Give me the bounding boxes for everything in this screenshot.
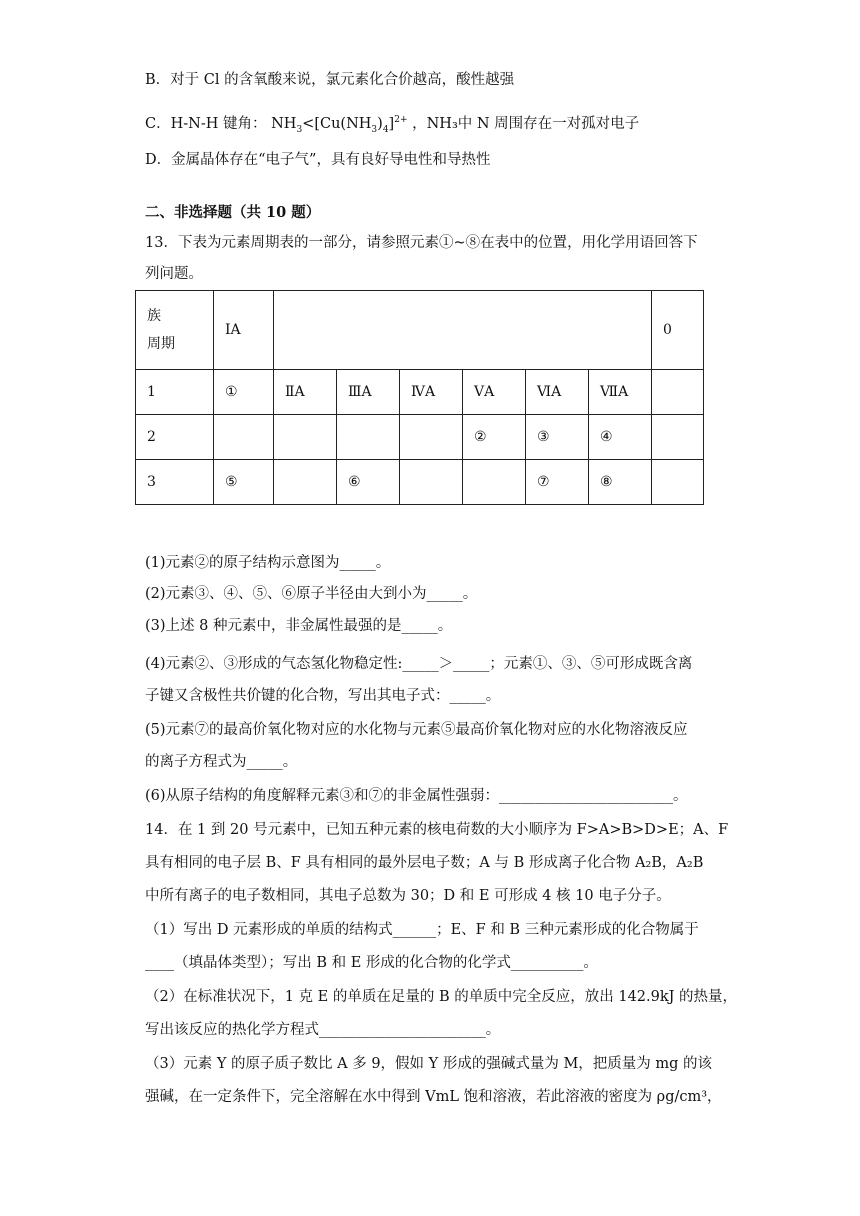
q14-sub1-line1: （1）写出 D 元素形成的单质的结构式______；E、F 和 B 三种元素形成的化合物属于	[145, 922, 699, 938]
table-cell: 3	[136, 460, 214, 505]
q13-sub5-line2: 的离子方程式为_____。	[145, 754, 298, 770]
table-cell: ⑦	[526, 460, 589, 505]
table-cell: ⅡA	[274, 370, 337, 415]
q13-sub4-line1: (4)元素②、③形成的气态氢化物稳定性:_____＞_____；元素①、③、⑤可形成既含离	[145, 656, 693, 672]
option-b: B．对于 Cl 的含氧酸来说，氯元素化合价越高，酸性越强	[145, 72, 515, 88]
option-d: D．金属晶体存在“电子气”，具有良好导电性和导热性	[145, 152, 491, 168]
table-cell	[400, 415, 463, 460]
table-cell: ⅢA	[337, 370, 400, 415]
table-cell: ⅥA	[526, 370, 589, 415]
table-header-ia: IA	[214, 291, 274, 370]
table-cell: 1	[136, 370, 214, 415]
q13-stem-line2: 列问题。	[145, 266, 203, 282]
option-c-prefix: C．H-N-H 键角：	[145, 115, 267, 132]
table-cell	[214, 415, 274, 460]
table-cell: ⅦA	[589, 370, 652, 415]
table-header-gap	[274, 291, 652, 370]
q13-sub1: (1)元素②的原子结构示意图为_____。	[145, 555, 391, 571]
q14-line1: 14．在 1 到 20 号元素中，已知五种元素的核电荷数的大小顺序为 F>A>B>D>E；A、F	[145, 822, 729, 838]
q13-sub6: (6)从原子结构的角度解释元素③和⑦的非金属性强弱：________________________。	[145, 788, 688, 804]
table-cell: ⑥	[337, 460, 400, 505]
table-cell: ⑧	[589, 460, 652, 505]
periodic-table	[135, 290, 704, 505]
option-c-suffix: ，NH₃中 N 周围存在一对孤对电子	[412, 115, 640, 132]
table-cell: ③	[526, 415, 589, 460]
table-cell: ①	[214, 370, 274, 415]
table-corner-cell: 族 周期	[136, 291, 214, 370]
table-cell: ④	[589, 415, 652, 460]
option-c-formula: $NH_3<[Cu(NH_3)_4]^{2+}$	[271, 115, 408, 135]
q14-sub3-line2: 强碱，在一定条件下，完全溶解在水中得到 VmL 饱和溶液，若此溶液的密度为 ρg/cm³，	[145, 1089, 722, 1105]
option-c	[145, 110, 639, 140]
table-cell	[463, 460, 526, 505]
table-cell: ⅣA	[400, 370, 463, 415]
table-cell	[274, 415, 337, 460]
table-cell: 2	[136, 415, 214, 460]
table-header-zero: 0	[652, 291, 704, 370]
q14-sub3-line1: （3）元素 Y 的原子质子数比 A 多 9，假如 Y 形成的强碱式量为 M，把质量为 mg 的该	[145, 1056, 713, 1072]
table-cell	[400, 460, 463, 505]
q14-sub2-line1: （2）在标准状况下，1 克 E 的单质在足量的 B 的单质中完全反应，放出 142.9kJ 的热量，	[145, 989, 738, 1005]
section-heading: 二、非选择题（共 10 题）	[145, 204, 321, 221]
q13-sub3: (3)上述 8 种元素中，非金属性最强的是_____。	[145, 618, 453, 634]
q13-stem-line1: 13．下表为元素周期表的一部分，请参照元素①~⑧在表中的位置，用化学用语回答下	[145, 235, 698, 251]
q14-line3: 中所有离子的电子数相同，其电子总数为 30；D 和 E 可形成 4 核 10 电子分子。	[145, 888, 671, 904]
q13-sub5-line1: (5)元素⑦的最高价氧化物对应的水化物与元素⑤最高价氧化物对应的水化物溶液反应	[145, 722, 688, 738]
q13-sub4-line2: 子键又含极性共价键的化合物，写出其电子式：_____。	[145, 688, 501, 704]
table-cell	[652, 460, 704, 505]
table-cell: ⑤	[214, 460, 274, 505]
q14-sub2-line2: 写出该反应的热化学方程式_______________________。	[145, 1022, 501, 1038]
table-cell	[274, 460, 337, 505]
table-cell	[652, 415, 704, 460]
q13-sub2: (2)元素③、④、⑤、⑥原子半径由大到小为_____。	[145, 586, 478, 602]
q14-line2: 具有相同的电子层 B、F 具有相同的最外层电子数；A 与 B 形成离子化合物 A₂B，A₂B	[145, 855, 704, 871]
q14-sub1-line2: ____（填晶体类型）；写出 B 和 E 形成的化合物的化学式__________。	[145, 955, 598, 971]
table-cell	[337, 415, 400, 460]
table-cell	[652, 370, 704, 415]
table-cell: ②	[463, 415, 526, 460]
table-cell: ⅤA	[463, 370, 526, 415]
